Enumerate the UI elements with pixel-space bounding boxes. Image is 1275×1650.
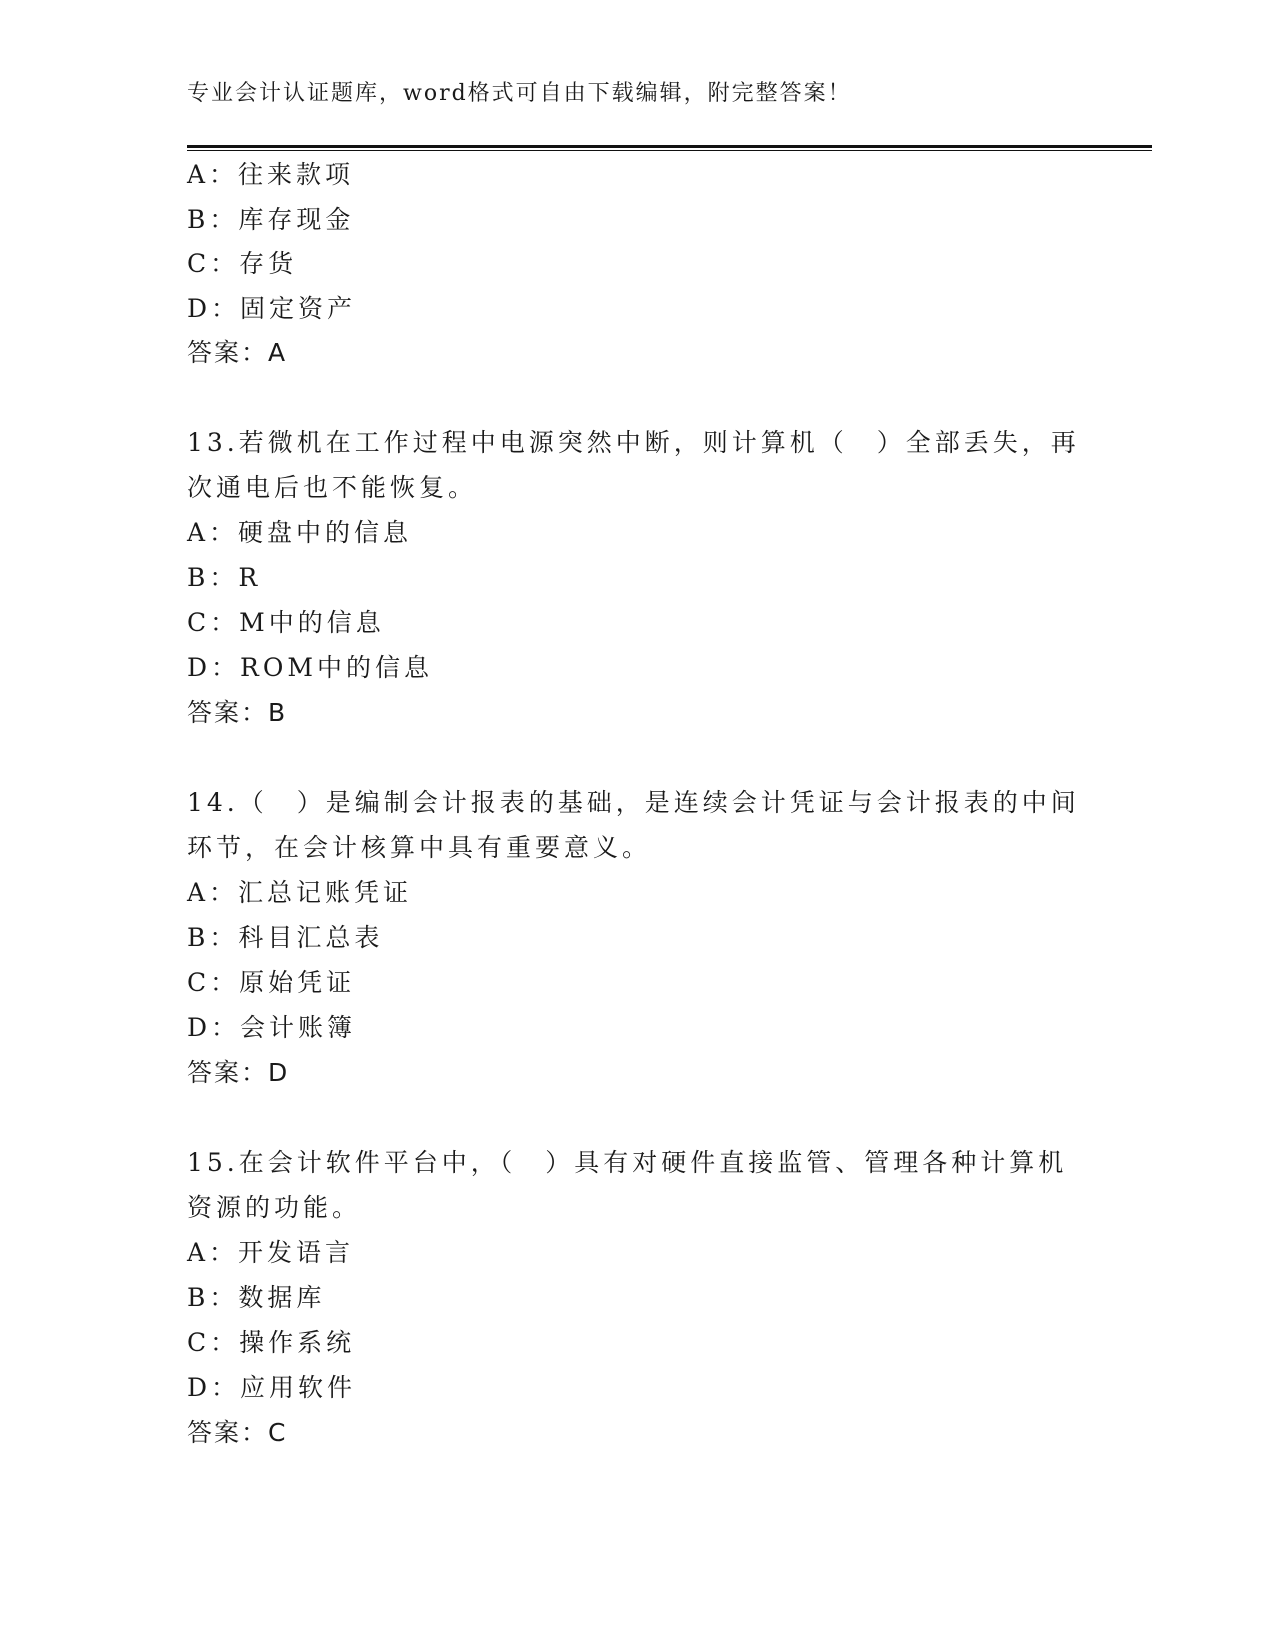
q15-answer: 答案：C: [187, 1418, 288, 1447]
q12-option-b: B：库存现金: [187, 205, 355, 234]
page-header: 专业会计认证题库，word格式可自由下载编辑，附完整答案！: [187, 81, 852, 106]
q13-option-a: A：硬盘中的信息: [187, 518, 413, 547]
q13-answer: 答案：B: [187, 698, 288, 727]
q13-option-b: B：R: [187, 563, 262, 592]
q12-option-c: C：存货: [187, 249, 298, 278]
q13-stem-line2: 次通电后也不能恢复。: [187, 473, 478, 502]
q15-option-c: C：操作系统: [187, 1328, 356, 1357]
q13-stem-line1: 13.若微机在工作过程中电源突然中断，则计算机（ ）全部丢失，再: [187, 428, 1080, 457]
q15-option-d: D：应用软件: [187, 1373, 357, 1402]
q14-option-b: B：科目汇总表: [187, 923, 384, 952]
q12-option-d: D：固定资产: [187, 294, 357, 323]
q15-stem-line2: 资源的功能。: [187, 1193, 362, 1222]
q12-option-a: A：往来款项: [187, 160, 355, 189]
q14-answer: 答案：D: [187, 1058, 290, 1087]
q14-option-d: D：会计账簿: [187, 1013, 357, 1042]
q13-option-c: C：M中的信息: [187, 608, 385, 637]
header-rule-thick: [187, 145, 1152, 148]
q14-stem-line2: 环节，在会计核算中具有重要意义。: [187, 833, 652, 862]
q15-stem-line1: 15.在会计软件平台中，（ ）具有对硬件直接监管、管理各种计算机: [187, 1148, 1068, 1177]
q14-option-a: A：汇总记账凭证: [187, 878, 413, 907]
q12-answer: 答案：A: [187, 338, 288, 367]
q14-stem-line1: 14.（ ）是编制会计报表的基础，是连续会计凭证与会计报表的中间: [187, 788, 1080, 817]
q15-option-a: A：开发语言: [187, 1238, 355, 1267]
header-rule-thin: [187, 150, 1152, 151]
q14-option-c: C：原始凭证: [187, 968, 356, 997]
q15-option-b: B：数据库: [187, 1283, 326, 1312]
q13-option-d: D：ROM中的信息: [187, 653, 433, 682]
